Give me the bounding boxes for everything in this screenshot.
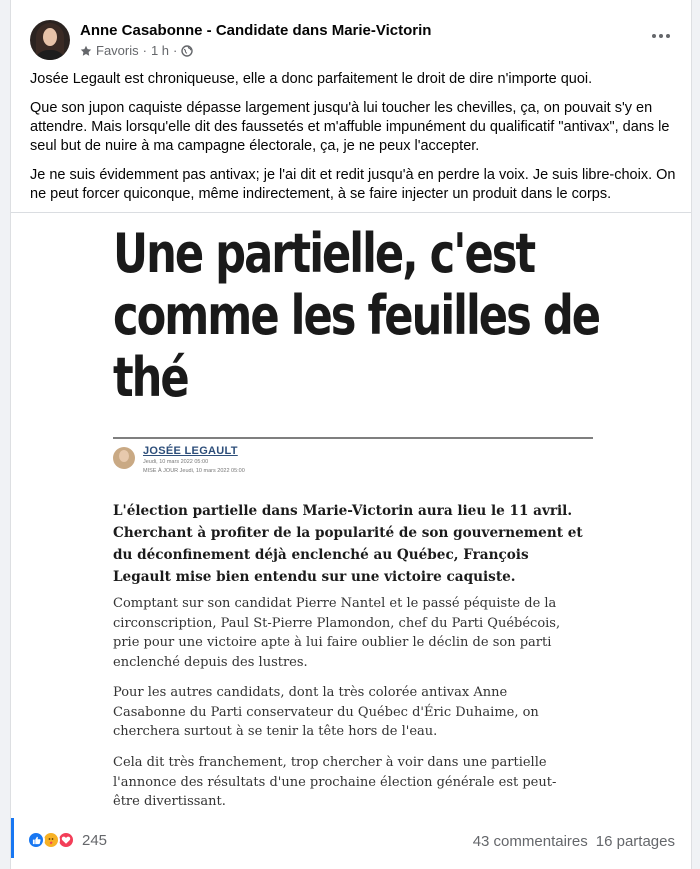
dot-icon [666,34,670,38]
post-header [30,18,431,62]
meta-separator-2: · [173,43,178,58]
engagement-stats [473,833,675,850]
headline-line: thé [113,346,188,409]
article-paragraph: Cela dit très franchement, trop chercher à voir dans une partielle l'annonce des résultats d'une prochaine élection générale est peut-être divertissant. [113,755,557,809]
focus-accent [11,818,14,858]
headline-line: comme les feuilles de [113,284,600,347]
post-paragraph: Josée Legault est chroniqueuse, elle a donc parfaitement le droit de dire n'importe quoi. [30,71,593,87]
dot-icon [659,34,663,38]
dot-icon [652,34,656,38]
post-time[interactable]: 1 h [150,43,170,58]
favorites-label: Favoris [96,43,139,58]
article-date: Jeudi, 10 mars 2022 05:00 [143,459,209,465]
article-paragraph: Pour les autres candidats, dont la très colorée antivax Anne Casabonne du Parti conservateur du Québec d'Éric Duhaime, on cherchera surtout à se tenir la tête hors de l'eau. [113,685,539,739]
post-paragraph: Que son jupon caquiste dépasse largement jusqu'à lui toucher les chevilles, ça, on pouvait s'y en attendre. Mais lorsqu'elle dit des faussetés et m'affuble impunément du qualificatif "antivax", dans le seul but de nuire à ma campagne électorale, ça, je ne peux l'accepter. [30,100,670,154]
post-paragraph: Je ne suis évidemment pas antivax; je l'ai dit et redit jusqu'à en perdre la voix. Je suis libre-choix. On ne peut forcer quiconque, même indirectement, à se faire injecter un produit dans le corps. [30,167,676,202]
post-card [10,0,692,869]
post-meta [80,42,431,59]
article-byline [113,445,245,475]
shares-count[interactable]: 16 partages [595,833,675,850]
post-text [30,70,680,214]
globe-icon[interactable] [181,45,193,57]
article-headline [113,222,600,409]
comments-count[interactable]: 43 commentaires [472,833,588,850]
columnist-name: JOSÉE LEGAULT [143,445,238,457]
author-avatar[interactable] [30,20,70,60]
reactions-summary[interactable] [27,831,107,849]
article-rule [113,437,593,439]
author-name[interactable]: Anne Casabonne - Candidate dans Marie-Victorin [80,22,432,39]
columnist-photo [113,447,135,469]
article-paragraph: Comptant sur son candidat Pierre Nantel et le passé péquiste de la circonscription, Paul St-Pierre Plamondon, chef du Parti Québécois, prie pour une victoire apte à lui faire oublier le déclin de son parti enclenché depuis des lustres. [113,596,561,670]
meta-separator: · [142,43,147,58]
reaction-count[interactable]: 245 [82,831,108,849]
more-options-button[interactable] [649,30,673,42]
like-icon [27,831,45,849]
article-image[interactable] [11,213,691,818]
star-icon [80,45,92,57]
headline-line: Une partielle, c'est [113,222,535,285]
article-lead: L'élection partielle dans Marie-Victorin aura lieu le 11 avril. Cherchant à profiter de la popularité de son gouvernement et du déconfinement déjà enclenché au Québec, François Legault mise bien entendu sur une victoire caquiste. [113,503,583,585]
article-updated: MISE À JOUR Jeudi, 10 mars 2022 05:00 [143,468,245,474]
post-footer [11,818,691,869]
